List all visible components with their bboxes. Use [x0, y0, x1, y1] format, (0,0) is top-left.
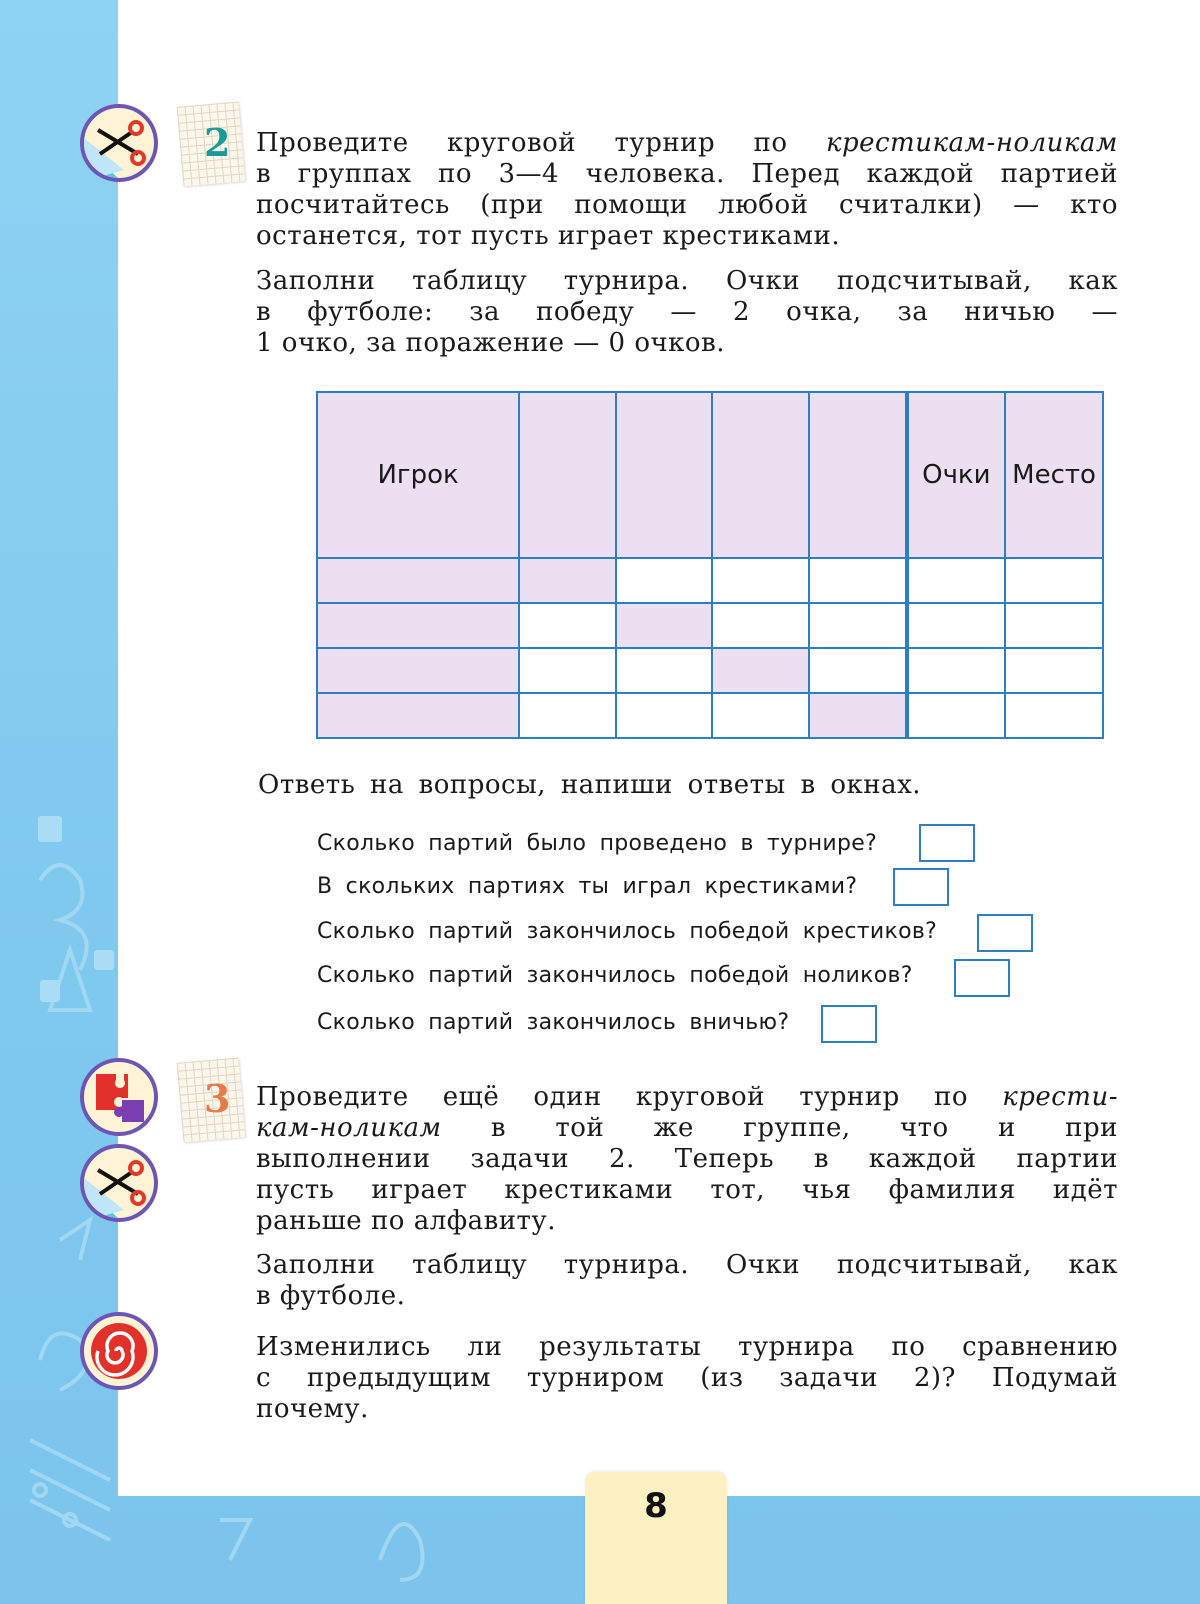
scissors-badge	[80, 104, 158, 182]
answer-box-1[interactable]	[919, 824, 975, 862]
question-3: Сколько партий закончилось победой крестиков?	[317, 919, 938, 944]
diagonal-cell	[809, 693, 907, 738]
task-3-p3-line-3: почему.	[256, 1394, 369, 1424]
task-3-p2-line-1: Заполни таблицу турнира. Очки подсчитывай, как	[256, 1250, 1118, 1280]
task-3-line-1: Проведите ещё один круговой турнир по крести-	[256, 1082, 1118, 1112]
diagonal-cell	[616, 603, 713, 648]
result-cell[interactable]	[616, 648, 713, 693]
scissors-icon	[84, 108, 154, 178]
task-3-number-marker	[180, 1060, 252, 1144]
spiral-icon	[84, 1316, 154, 1386]
result-cell[interactable]	[809, 603, 907, 648]
answer-box-2[interactable]	[893, 868, 949, 906]
header-col-4	[809, 392, 907, 558]
place-cell[interactable]	[1005, 603, 1103, 648]
table-row	[317, 558, 1103, 603]
result-cell[interactable]	[519, 693, 616, 738]
points-cell[interactable]	[907, 603, 1006, 648]
question-5: Сколько партий закончилось вничью?	[317, 1010, 790, 1035]
points-cell[interactable]	[907, 558, 1006, 603]
diagonal-cell	[712, 648, 809, 693]
page-number: 8	[644, 1486, 668, 1526]
header-col-1	[519, 392, 616, 558]
task-3-line-4: пусть играет крестиками тот, чья фамилия идёт	[256, 1175, 1118, 1205]
header-points: Очки	[907, 392, 1006, 558]
task-2-p2-line-2: в футболе: за победу — 2 очка, за ничью —	[256, 297, 1118, 327]
answer-box-3[interactable]	[977, 914, 1033, 952]
task-3-paragraph-3	[256, 1332, 1118, 1425]
diagonal-cell	[519, 558, 616, 603]
table-header-row	[317, 392, 1103, 558]
question-2: В скольких партиях ты играл крестиками?	[317, 874, 858, 899]
task-3-line-5: раньше по алфавиту.	[256, 1206, 556, 1236]
task-2-p2-line-3: 1 очко, за поражение — 0 очков.	[256, 328, 725, 358]
answer-box-5[interactable]	[821, 1005, 877, 1043]
task-2-paragraph-1	[256, 128, 1118, 252]
question-1: Сколько партий было проведено в турнире?	[317, 831, 878, 856]
task-3-line-2: кам-ноликам в той же группе, что и при	[256, 1113, 1118, 1143]
result-cell[interactable]	[519, 648, 616, 693]
result-cell[interactable]	[712, 558, 809, 603]
task-2-line-2: в группах по 3—4 человека. Перед каждой партией	[256, 159, 1118, 189]
header-col-2	[616, 392, 713, 558]
header-col-3	[712, 392, 809, 558]
player-cell[interactable]	[317, 603, 519, 648]
scissors-icon	[84, 1148, 154, 1218]
result-cell[interactable]	[712, 693, 809, 738]
task-2-line-1: Проведите круговой турнир по крестикам-ноликам	[256, 128, 1118, 158]
task-2-paragraph-2	[256, 266, 1118, 359]
scissors-badge-2	[80, 1144, 158, 1222]
result-cell[interactable]	[519, 603, 616, 648]
task-3-p2-line-2: в футболе.	[256, 1281, 406, 1311]
place-cell[interactable]	[1005, 558, 1103, 603]
result-cell[interactable]	[616, 558, 713, 603]
task-3-line-3: выполнении задачи 2. Теперь в каждой партии	[256, 1144, 1118, 1174]
result-cell[interactable]	[809, 648, 907, 693]
place-cell[interactable]	[1005, 648, 1103, 693]
spiral-badge	[80, 1312, 158, 1390]
header-place: Место	[1005, 392, 1103, 558]
task-3-paragraph-1	[256, 1082, 1118, 1237]
task-3-p3-line-1: Изменились ли результаты турнира по сравнению	[256, 1332, 1118, 1362]
task-3-p3-line-2: с предыдущим турниром (из задачи 2)? Подумай	[256, 1363, 1118, 1393]
result-cell[interactable]	[809, 558, 907, 603]
points-cell[interactable]	[907, 648, 1006, 693]
table-row	[317, 693, 1103, 738]
tournament-table	[316, 391, 1104, 739]
points-cell[interactable]	[907, 693, 1006, 738]
questions-intro: Ответь на вопросы, напиши ответы в окнах.	[258, 770, 922, 800]
result-cell[interactable]	[616, 693, 713, 738]
task-2-p2-line-1: Заполни таблицу турнира. Очки подсчитывай, как	[256, 266, 1118, 296]
task-2-number-marker	[180, 104, 252, 188]
player-cell[interactable]	[317, 693, 519, 738]
table-row	[317, 603, 1103, 648]
answer-box-4[interactable]	[954, 959, 1010, 997]
task-2-line-3: посчитайтесь (при помощи любой считалки) — кто	[256, 190, 1118, 220]
task-3-number: 3	[204, 1076, 231, 1121]
player-cell[interactable]	[317, 558, 519, 603]
puzzle-icon	[84, 1062, 154, 1132]
task-2-number: 2	[204, 120, 231, 165]
question-4: Сколько партий закончилось победой ноликов?	[317, 963, 913, 988]
table-row	[317, 648, 1103, 693]
puzzle-badge	[80, 1058, 158, 1136]
task-2-line-4: останется, тот пусть играет крестиками.	[256, 221, 841, 251]
task-3-paragraph-2	[256, 1250, 1118, 1312]
result-cell[interactable]	[712, 603, 809, 648]
player-cell[interactable]	[317, 648, 519, 693]
header-player: Игрок	[317, 392, 519, 558]
place-cell[interactable]	[1005, 693, 1103, 738]
page-number-tab	[585, 1472, 727, 1604]
